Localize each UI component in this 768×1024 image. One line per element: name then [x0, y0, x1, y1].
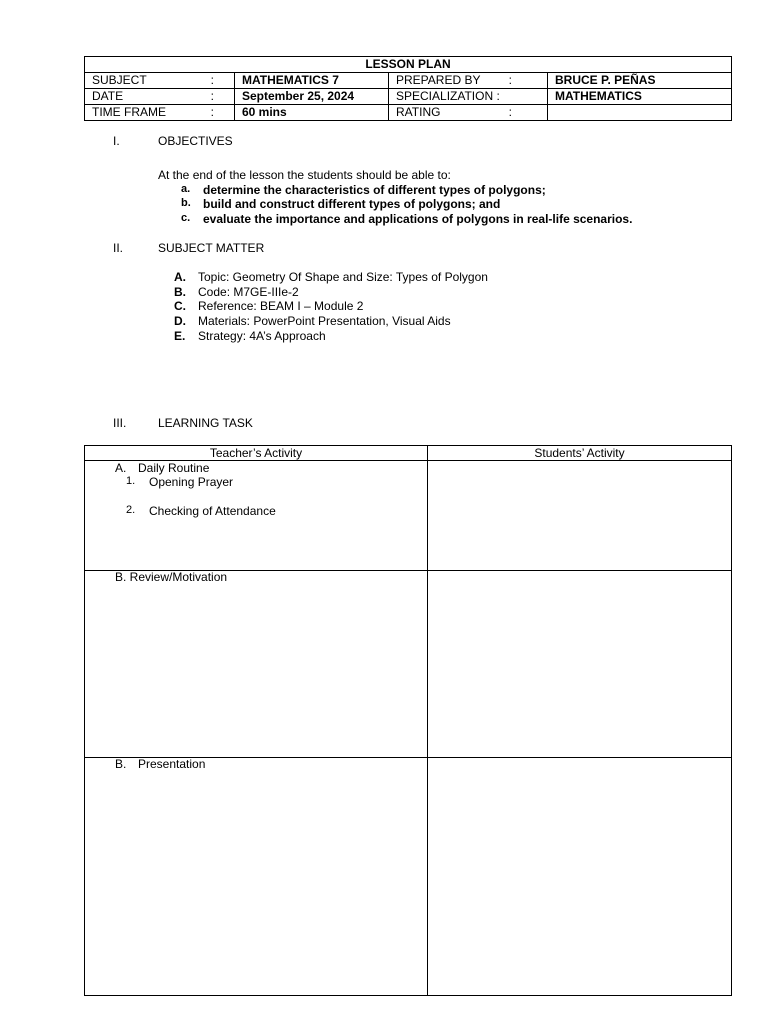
objective-item — [181, 197, 500, 211]
subject-matter-heading: SUBJECT MATTER — [158, 241, 265, 255]
objective-marker: b. — [181, 197, 191, 209]
objectives-heading: OBJECTIVES — [158, 134, 233, 148]
rating-label: RATING — [396, 105, 441, 119]
subject-matter-item — [174, 285, 299, 299]
rating-value — [548, 105, 732, 121]
colon: : — [508, 105, 512, 119]
time-frame-label: TIME FRAME — [92, 105, 166, 119]
column-divider — [427, 446, 428, 995]
subject-matter-marker: C. — [174, 299, 186, 313]
subject-matter-item — [174, 329, 326, 343]
objective-marker: a. — [181, 183, 191, 195]
subject-matter-marker: E. — [174, 329, 186, 343]
header-row-date — [85, 89, 732, 105]
daily-routine-marker: A. — [115, 461, 127, 475]
students-activity-header: Students’ Activity — [534, 446, 625, 460]
colon: : — [210, 73, 214, 87]
prepared-by-value: BRUCE P. PEÑAS — [548, 73, 732, 89]
subject-matter-item — [174, 270, 488, 284]
lesson-plan-title: LESSON PLAN — [85, 57, 732, 73]
daily-routine-label: Daily Routine — [138, 461, 210, 475]
objectives-numeral: I. — [113, 134, 120, 148]
objective-text: determine the characteristics of different types of polygons; — [203, 183, 546, 197]
objective-item — [181, 183, 546, 197]
subject-label: SUBJECT — [92, 73, 147, 87]
lesson-plan-header-table — [84, 56, 732, 121]
subject-matter-marker: A. — [174, 270, 186, 284]
subject-matter-item — [174, 314, 451, 328]
routine-item-attendance: Checking of Attendance — [149, 504, 276, 518]
objectives-intro: At the end of the lesson the students should be able to: — [158, 168, 451, 182]
review-motivation-label: B. Review/Motivation — [115, 570, 228, 584]
teacher-activity-header: Teacher’s Activity — [209, 446, 303, 460]
objective-text: evaluate the importance and applications of polygons in real-life scenarios. — [203, 212, 633, 226]
subject-matter-numeral: II. — [113, 241, 124, 255]
subject-matter-text: Strategy: 4A’s Approach — [198, 329, 326, 343]
subject-matter-text: Reference: BEAM I – Module 2 — [198, 299, 364, 313]
subject-matter-text: Materials: PowerPoint Presentation, Visual Aids — [198, 314, 451, 328]
objective-text: build and construct different types of polygons; and — [203, 197, 501, 211]
learning-task-table — [84, 445, 732, 996]
colon: : — [508, 73, 512, 87]
subject-matter-marker: D. — [174, 314, 186, 328]
colon: : — [210, 105, 214, 119]
objective-marker: c. — [181, 212, 191, 224]
learning-task-heading: LEARNING TASK — [158, 416, 253, 430]
routine-item-opening-prayer: Opening Prayer — [149, 475, 234, 489]
header-row-subject — [85, 73, 732, 89]
prepared-by-label: PREPARED BY — [396, 73, 481, 87]
colon: : — [210, 89, 214, 103]
date-label: DATE — [92, 89, 124, 103]
specialization-label: SPECIALIZATION : — [389, 89, 548, 105]
header-row-time-frame — [85, 105, 732, 121]
subject-matter-text: Topic: Geometry Of Shape and Size: Types of Polygon — [198, 270, 488, 284]
subject-matter-marker: B. — [174, 285, 186, 299]
learning-task-numeral: III. — [113, 416, 127, 430]
specialization-value: MATHEMATICS — [548, 89, 732, 105]
routine-marker: 1. — [126, 475, 136, 487]
subject-matter-item — [174, 299, 363, 313]
objective-item — [181, 212, 632, 226]
subject-matter-text: Code: M7GE-IIIe-2 — [198, 285, 299, 299]
subject-value: MATHEMATICS 7 — [235, 73, 389, 89]
date-value: September 25, 2024 — [235, 89, 389, 105]
routine-marker: 2. — [126, 504, 136, 516]
presentation-marker: B. — [115, 757, 127, 771]
time-frame-value: 60 mins — [235, 105, 389, 121]
presentation-label: Presentation — [138, 757, 206, 771]
